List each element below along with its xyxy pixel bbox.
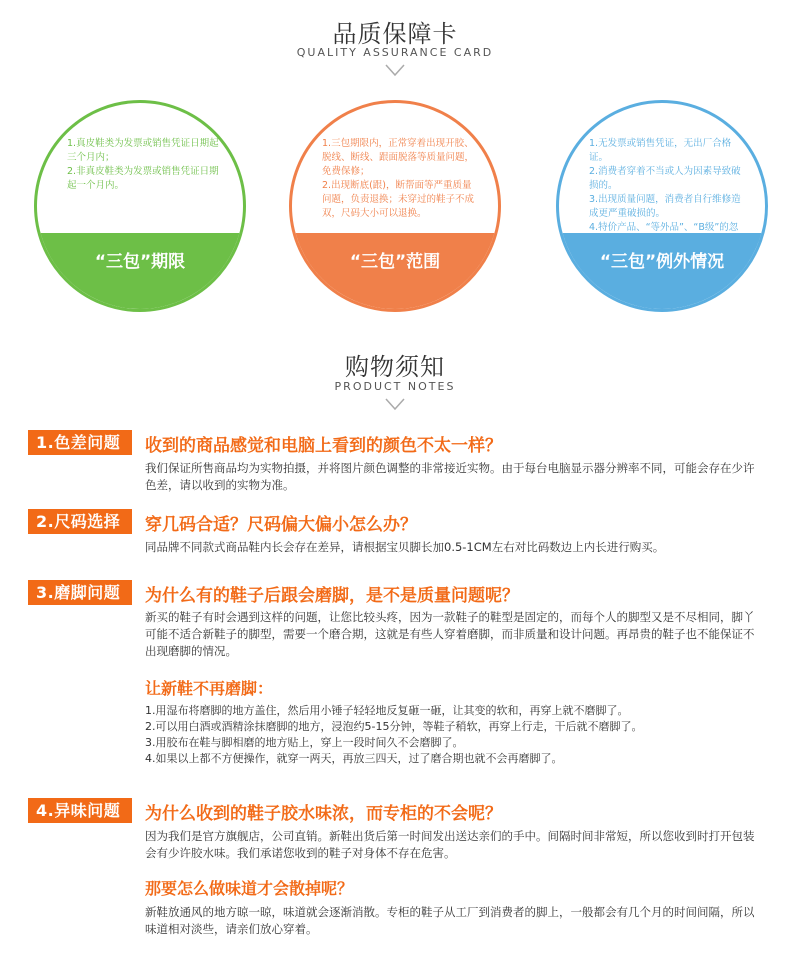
question-odor: 为什么收到的鞋子胶水味浓，而专柜的不会呢？ [145, 804, 502, 824]
foot-rubbing-tips-heading: 让新鞋不再磨脚： [145, 679, 274, 698]
list-item: 3.用胶布在鞋与脚相磨的地方贴上，穿上一段时间久不会磨脚了。 [145, 736, 464, 749]
circle-warranty-exceptions [556, 100, 768, 312]
product-notes-subtitle: PRODUCT NOTES [334, 380, 456, 393]
warranty-scope-label: “三包”范围 [292, 233, 498, 309]
warranty-exceptions-label: “三包”例外情况 [559, 233, 765, 309]
circle-warranty-period [34, 100, 246, 312]
list-item: 4.如果以上都不方便操作，就穿一两天，再放三四天，过了磨合期也就不会再磨脚了。 [145, 752, 563, 765]
foot-rubbing-tips-list [145, 703, 765, 767]
list-item: 1.用湿布将磨脚的地方盖住，然后用小锤子轻轻地反复砸一砸，让其变的软和，再穿上就不磨脚了。 [145, 704, 629, 717]
tag-color-difference: 1.色差问题 [28, 430, 132, 455]
question-foot-rubbing: 为什么有的鞋子后跟会磨脚，是不是质量问题呢？ [145, 586, 519, 606]
chevron-down-icon [385, 398, 405, 412]
warranty-period-label: “三包”期限 [37, 233, 243, 309]
answer-odor-tips: 新鞋放通风的地方晾一晾，味道就会逐渐消散。专柜的鞋子从工厂到消费者的脚上，一般都会有几个月的时间间隔，所以味道相对淡些，请亲们放心穿着。 [145, 905, 755, 936]
chevron-down-icon [385, 64, 405, 78]
tag-size-selection: 2.尺码选择 [28, 509, 132, 534]
answer-foot-rubbing: 新买的鞋子有时会遇到这样的问题，让您比较头疼，因为一款鞋子的鞋型是固定的，而每个人的脚型又是不尽相同，脚丫可能不适合新鞋子的脚型，需要一个磨合期，这就是有些人穿着磨脚，而非质量和设计问题。再昂贵的鞋子也不能保证不出现磨脚的情况。 [145, 610, 755, 658]
question-color-difference: 收到的商品感觉和电脑上看到的颜色不太一样？ [145, 436, 502, 456]
warranty-scope-text: 1.三包期限内，正常穿着出现开胶、脱线、断线、跟面脱落等质量问题，免费保修； 2.出现断底(跟)，断帮面等严重质量问题，负责退换；未穿过的鞋子不成双，尺码大小可以退换。 [322, 138, 475, 219]
odor-tips-heading: 那要怎么做味道才会散掉呢？ [145, 879, 354, 898]
tag-odor: 4.异味问题 [28, 798, 132, 823]
tag-foot-rubbing: 3.磨脚问题 [28, 580, 132, 605]
quality-card-title: 品质保障卡 [332, 20, 458, 48]
answer-odor: 因为我们是官方旗舰店，公司直销。新鞋出货后第一时间发出送达亲们的手中。间隔时间非常短，所以您收到时打开包装会有少许胶水味。我们承诺您收到的鞋子对身体不存在危害。 [145, 829, 755, 860]
product-notes-title: 购物须知 [345, 353, 445, 381]
question-size-selection: 穿几码合适？尺码偏大偏小怎么办？ [145, 515, 417, 535]
quality-card-subtitle: QUALITY ASSURANCE CARD [296, 46, 494, 59]
warranty-exceptions-text: 1.无发票或销售凭证，无出厂合格证。 2.消费者穿着不当或人为因素导致破损的。 3.出现质量问题，消费者自行维修造成更严重破损的。 4.特价产品、“等外品”、“B级”的忽 [589, 138, 741, 233]
warranty-period-text: 1.真皮鞋类为发票或销售凭证日期起三个月内； 2.非真皮鞋类为发票或销售凭证日期起一个月内。 [67, 138, 219, 191]
list-item: 2.可以用白酒或酒精涂抹磨脚的地方，浸泡约5-15分钟，等鞋子稍软，再穿上行走，干后就不磨脚了。 [145, 720, 643, 733]
answer-color-difference: 我们保证所售商品均为实物拍摄，并将图片颜色调整的非常接近实物。由于每台电脑显示器分辨率不同，可能会存在少许色差，请以收到的实物为准。 [145, 461, 755, 492]
answer-size-selection: 同品牌不同款式商品鞋内长会存在差异，请根据宝贝脚长加0.5-1CM左右对比码数边上内长进行购买。 [145, 540, 665, 554]
circle-warranty-scope [289, 100, 501, 312]
